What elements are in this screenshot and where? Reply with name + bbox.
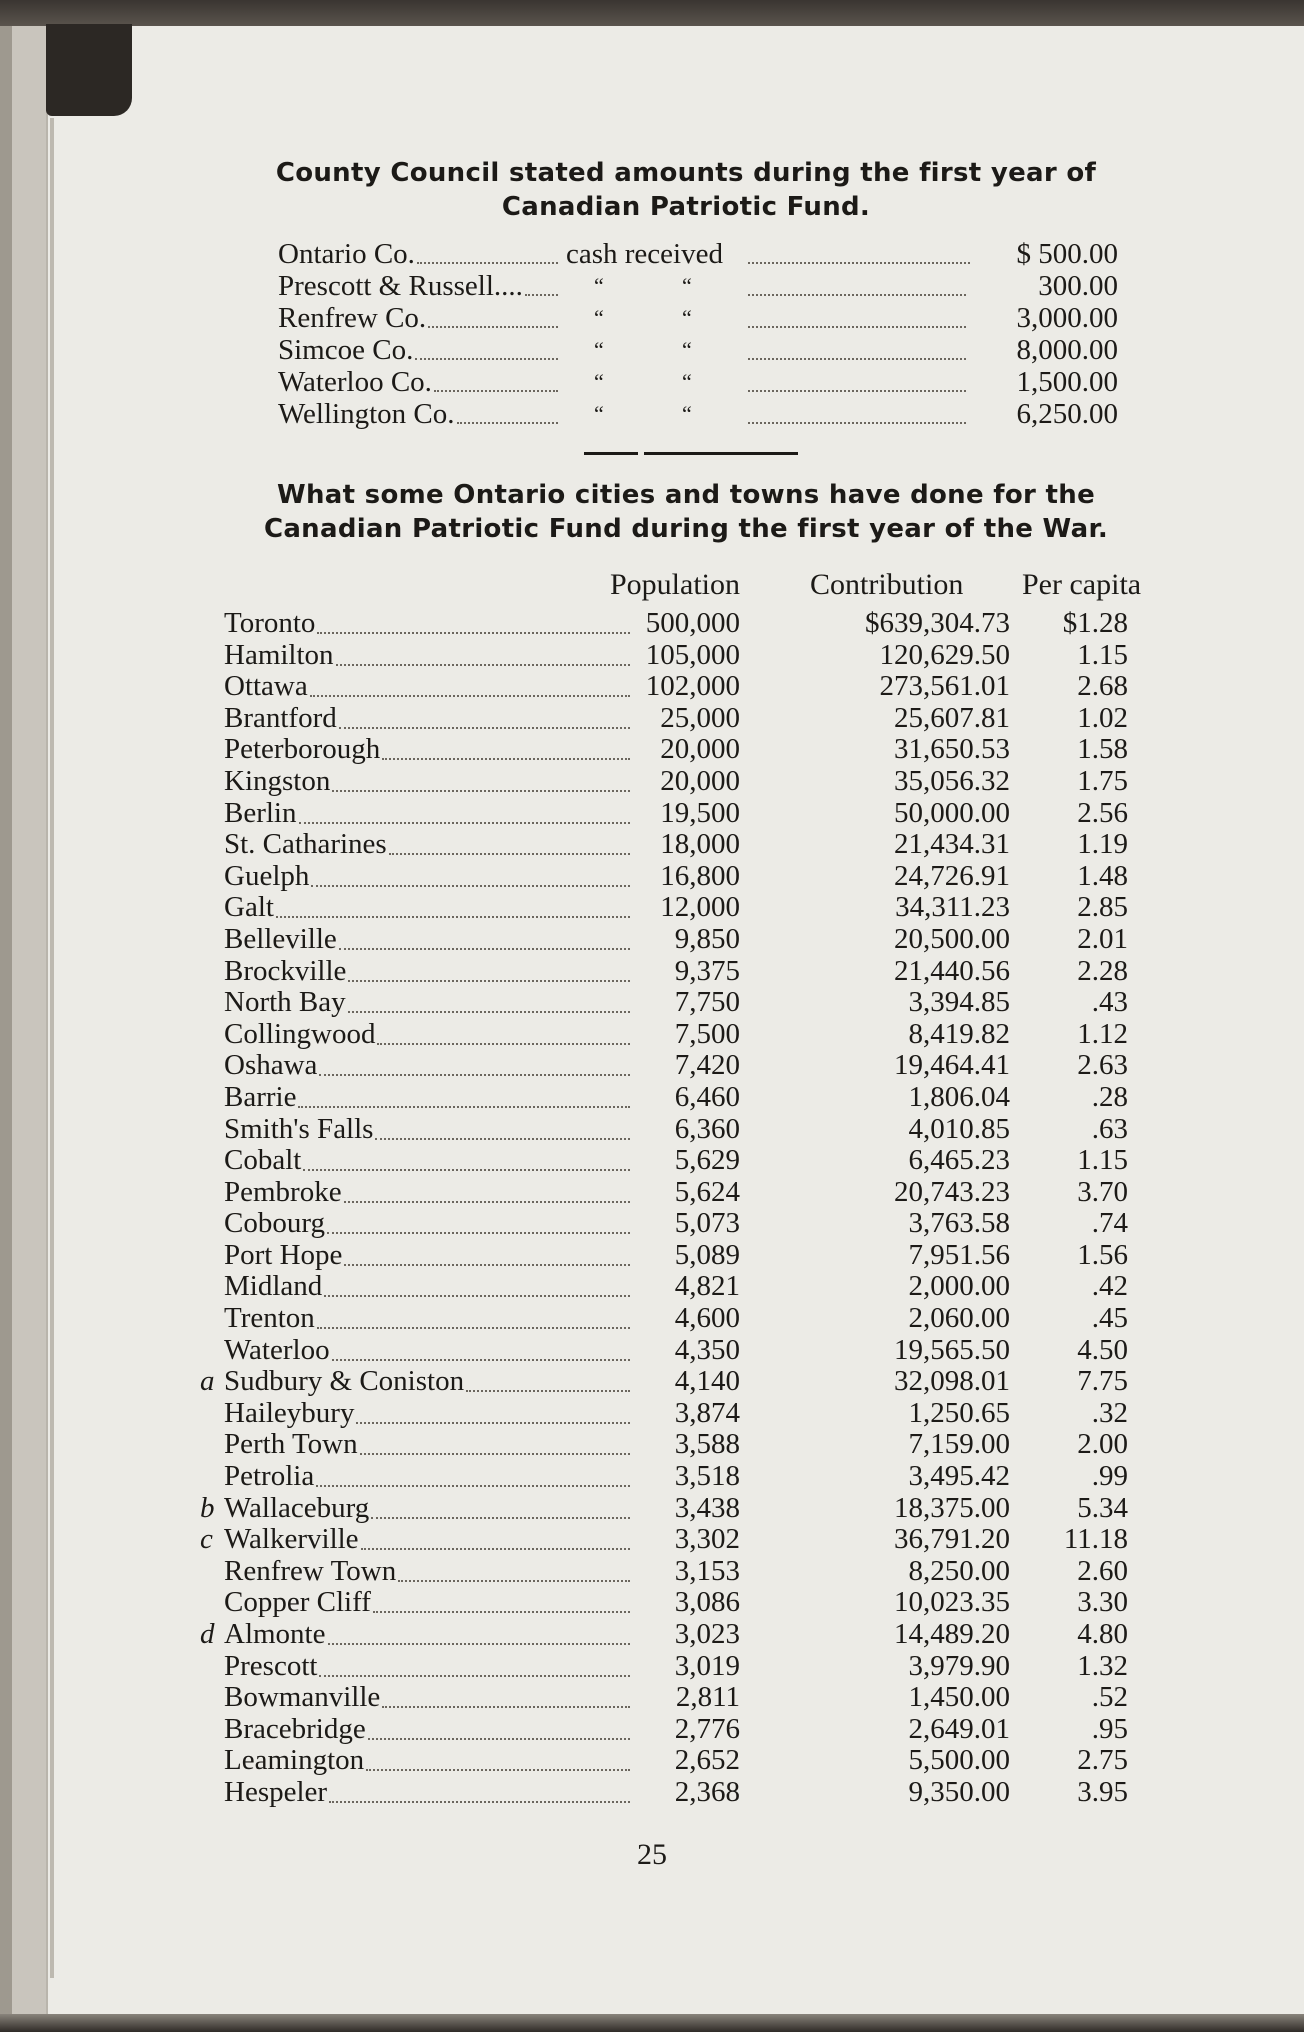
per-capita-value: .42 [1091,1270,1128,1303]
dot-leader [317,1327,630,1329]
city-name: Brantford [224,701,337,734]
ditto-mark: “ [682,305,692,330]
population-value: 4,350 [674,1333,740,1366]
dot-leader [336,664,630,666]
city-name: Prescott [224,1649,318,1682]
dot-leader [344,1201,630,1203]
city-row [200,1777,1170,1809]
population-value: 2,368 [674,1775,740,1808]
contribution-value: 35,056.32 [894,764,1010,797]
dot-leader [748,390,966,392]
city-name: Collingwood [224,1017,376,1050]
dot-leader [366,1769,630,1771]
city-name: Trenton [224,1302,315,1335]
dot-leader [748,294,966,296]
population-value: 4,821 [674,1270,740,1303]
ditto-mark: “ [594,273,604,298]
contribution-value: 8,250.00 [908,1554,1010,1587]
contribution-value: 34,311.23 [895,891,1010,924]
population-value: 19,500 [660,796,740,829]
contribution-value: 7,159.00 [908,1428,1010,1461]
per-capita-value: $1.28 [1062,607,1128,639]
dot-leader [339,948,630,950]
city-row [200,829,1170,861]
dot-leader [311,885,630,887]
county-row [278,366,1118,398]
footnote-mark: d [200,1618,215,1650]
dot-leader [373,1611,630,1613]
dot-leader [361,1548,630,1550]
population-value: 6,460 [674,1080,740,1113]
per-capita-value: 2.00 [1077,1428,1128,1461]
footnote-mark: b [200,1491,215,1524]
county-name: Renfrew Co. [278,302,427,334]
dot-leader [748,326,966,328]
city-row [200,1619,1170,1651]
population-value: 3,153 [674,1554,740,1587]
contribution-value: 3,394.85 [908,986,1010,1019]
city-row [200,640,1170,672]
contribution-value: $639,304.73 [865,607,1010,639]
city-name: Smith's Falls [224,1112,374,1145]
population-value: 5,089 [674,1238,740,1271]
per-capita-value: 7.75 [1077,1365,1128,1398]
population-value: 16,800 [660,859,740,892]
per-capita-value: .74 [1091,1207,1128,1240]
city-name: Ottawa [224,670,308,703]
population-header: Population [610,568,741,601]
ditto-mark: “ [594,401,604,426]
per-capita-value: .43 [1091,986,1128,1019]
dot-leader [466,1390,630,1392]
cash-received-label: cash received [566,238,723,270]
city-row [200,1366,1170,1398]
contribution-value: 3,495.42 [908,1460,1010,1493]
city-row [200,1335,1170,1367]
ditto-mark: “ [682,273,692,298]
city-name: Haileybury [224,1396,355,1429]
county-title-line1: County Council stated amounts during the first year of [275,158,1097,188]
population-value: 3,302 [674,1523,740,1556]
dot-leader [428,326,558,328]
contribution-value: 32,098.01 [894,1365,1010,1398]
county-row [278,398,1118,430]
city-row [200,1303,1170,1335]
city-row [200,766,1170,798]
contribution-value: 8,419.82 [908,1017,1010,1050]
dot-leader [310,695,630,697]
dot-leader [327,1232,630,1234]
dot-leader [324,1295,630,1297]
ditto-mark: “ [682,369,692,394]
per-capita-value: 1.75 [1077,764,1128,797]
city-row [200,1240,1170,1272]
city-name: Copper Cliff [224,1586,371,1619]
scan-top-edge [0,0,1304,26]
population-value: 7,750 [674,986,740,1019]
contribution-value: 1,250.65 [908,1396,1010,1429]
dot-leader [356,1422,630,1424]
scan-bottom-edge [0,2014,1304,2032]
city-name: Hespeler [224,1775,328,1808]
city-name: Almonte [224,1618,326,1650]
per-capita-value: 1.19 [1077,828,1128,861]
dot-leader [457,422,559,424]
contribution-value: 19,565.50 [894,1333,1010,1366]
population-value: 3,086 [674,1586,740,1619]
county-table [278,238,1118,430]
city-name: Peterborough [224,733,381,766]
footnote-mark: c [200,1523,213,1556]
cities-title-line1: What some Ontario cities and towns have done for the [276,480,1096,510]
dot-leader [276,916,630,918]
dot-leader [371,1517,630,1519]
contribution-value: 9,350.00 [908,1775,1010,1808]
city-row [200,1682,1170,1714]
city-row [200,1461,1170,1493]
dot-leader [348,1011,630,1013]
city-row [200,1524,1170,1556]
population-value: 5,629 [674,1144,740,1177]
dot-leader [329,1801,630,1803]
city-name: North Bay [224,986,346,1019]
population-value: 3,438 [674,1491,740,1524]
city-name: Hamilton [224,638,334,671]
dot-leader [375,1138,630,1140]
cities-table [200,608,1170,1809]
per-capita-value: 1.32 [1077,1649,1128,1682]
contribution-value: 5,500.00 [908,1744,1010,1777]
population-value: 3,019 [674,1649,740,1682]
county-row [278,270,1118,302]
cities-title-line2: Canadian Patriotic Fund during the first year of the War. [263,514,1109,544]
dot-leader [298,1106,630,1108]
dot-leader [382,1706,630,1708]
county-row [278,302,1118,334]
per-capita-value: .52 [1091,1681,1128,1714]
dot-leader [525,294,558,296]
population-value: 9,375 [674,954,740,987]
per-capita-value: 2.63 [1077,1049,1128,1082]
city-row [200,1714,1170,1746]
city-name: Brockville [224,954,347,987]
per-capita-value: 3.70 [1077,1175,1128,1208]
contribution-value: 1,806.04 [908,1080,1010,1113]
ditto-mark: “ [594,337,604,362]
section-rule-long [644,452,798,455]
city-name: Leamington [224,1744,365,1777]
population-value: 20,000 [660,764,740,797]
contribution-value: 2,000.00 [908,1270,1010,1303]
contribution-value: 20,743.23 [894,1175,1010,1208]
contribution-value: 3,979.90 [908,1649,1010,1682]
per-capita-value: 4.80 [1077,1618,1128,1650]
per-capita-value: 2.60 [1077,1554,1128,1587]
city-row [200,1651,1170,1683]
per-capita-value: 2.56 [1077,796,1128,829]
dot-leader [339,727,630,729]
population-value: 102,000 [645,670,740,703]
city-name: Bracebridge [224,1712,366,1745]
city-name: Bowmanville [224,1681,381,1714]
contribution-value: 25,607.81 [894,701,1010,734]
population-value: 3,518 [674,1460,740,1493]
contribution-value: 31,650.53 [894,733,1010,766]
per-capita-value: 3.30 [1077,1586,1128,1619]
city-name: Port Hope [224,1238,343,1271]
city-row [200,892,1170,924]
population-value: 25,000 [660,701,740,734]
dot-leader [415,358,558,360]
dot-leader [434,390,558,392]
per-capita-value: 11.18 [1063,1523,1128,1556]
population-value: 2,811 [675,1681,740,1714]
per-capita-value: 2.75 [1077,1744,1128,1777]
binding-shadow [0,0,12,2032]
city-row [200,1082,1170,1114]
population-value: 5,073 [674,1207,740,1240]
contribution-value: 21,434.31 [894,828,1010,861]
county-amount: 3,000.00 [1016,302,1118,334]
per-capita-header: Per capita [1022,568,1142,601]
city-name: Cobalt [224,1144,302,1177]
city-name: Guelph [224,859,310,892]
city-name: Oshawa [224,1049,318,1082]
dot-leader [299,822,631,824]
section-rule-short [584,452,638,455]
contribution-value: 14,489.20 [894,1618,1010,1650]
city-row [200,1556,1170,1588]
per-capita-value: .95 [1091,1712,1128,1745]
footnote-mark: a [200,1365,215,1398]
county-row [278,238,1118,270]
city-name: Wallaceburg [224,1491,370,1524]
city-name: Petrolia [224,1460,315,1493]
dot-leader [360,1453,630,1455]
per-capita-value: 1.15 [1077,1144,1128,1177]
contribution-header: Contribution [810,568,964,601]
dot-leader [368,1738,630,1740]
city-name: Walkerville [224,1523,359,1556]
population-value: 500,000 [645,607,740,639]
city-row [200,798,1170,830]
city-row [200,1745,1170,1777]
city-name: Toronto [224,607,316,639]
contribution-value: 10,023.35 [894,1586,1010,1619]
city-row [200,1429,1170,1461]
dot-leader [332,790,630,792]
cities-section-title [34,478,1304,546]
contribution-value: 24,726.91 [894,859,1010,892]
contribution-value: 50,000.00 [894,796,1010,829]
contribution-value: 2,060.00 [908,1302,1010,1335]
per-capita-value: 2.68 [1077,670,1128,703]
population-value: 3,874 [674,1396,740,1429]
city-name: Sudbury & Coniston [224,1365,465,1398]
county-title-line2: Canadian Patriotic Fund. [501,192,871,222]
dot-leader [748,422,966,424]
city-row [200,1208,1170,1240]
population-value: 12,000 [660,891,740,924]
torn-corner [46,24,132,116]
dot-leader [316,1485,630,1487]
population-value: 20,000 [660,733,740,766]
dot-leader [748,358,966,360]
per-capita-value: 1.15 [1077,638,1128,671]
population-value: 7,500 [674,1017,740,1050]
page-number: 25 [637,1838,667,1871]
dot-leader [398,1580,630,1582]
contribution-value: 2,649.01 [908,1712,1010,1745]
city-name: Kingston [224,764,331,797]
city-row [200,1145,1170,1177]
per-capita-value: .32 [1091,1396,1128,1429]
ditto-mark: “ [682,337,692,362]
city-name: St. Catharines [224,828,387,861]
contribution-value: 1,450.00 [908,1681,1010,1714]
population-value: 2,652 [674,1744,740,1777]
city-row [200,1493,1170,1525]
city-name: Waterloo [224,1333,330,1366]
per-capita-value: 4.50 [1077,1333,1128,1366]
ditto-mark: “ [594,305,604,330]
per-capita-value: 1.58 [1077,733,1128,766]
contribution-value: 273,561.01 [879,670,1010,703]
contribution-value: 3,763.58 [908,1207,1010,1240]
per-capita-value: .63 [1091,1112,1128,1145]
contribution-value: 4,010.85 [908,1112,1010,1145]
city-row [200,1177,1170,1209]
per-capita-value: 1.56 [1077,1238,1128,1271]
per-capita-value: 1.02 [1077,701,1128,734]
dot-leader [319,1074,630,1076]
county-amount: 8,000.00 [1016,334,1118,366]
city-row [200,956,1170,988]
population-value: 105,000 [645,638,740,671]
population-value: 2,776 [674,1712,740,1745]
city-row [200,987,1170,1019]
city-row [200,861,1170,893]
city-name: Pembroke [224,1175,342,1208]
per-capita-value: 2.28 [1077,954,1128,987]
per-capita-value: 1.48 [1077,859,1128,892]
per-capita-value: .99 [1091,1460,1128,1493]
county-row [278,334,1118,366]
population-value: 4,140 [674,1365,740,1398]
county-name: Prescott & Russell.... [278,270,523,302]
dot-leader [417,262,558,264]
per-capita-value: .28 [1091,1080,1128,1113]
dot-leader [344,1264,630,1266]
contribution-value: 18,375.00 [894,1491,1010,1524]
dot-leader [332,1359,630,1361]
city-name: Renfrew Town [224,1554,397,1587]
dot-leader [319,1675,630,1677]
population-value: 6,360 [674,1112,740,1145]
city-row [200,1271,1170,1303]
city-row [200,1398,1170,1430]
contribution-value: 6,465.23 [908,1144,1010,1177]
population-value: 18,000 [660,828,740,861]
city-name: Barrie [224,1080,297,1113]
per-capita-value: 3.95 [1077,1775,1128,1808]
city-name: Belleville [224,922,337,955]
city-row [200,924,1170,956]
city-row [200,734,1170,766]
city-name: Berlin [224,796,297,829]
population-value: 5,624 [674,1175,740,1208]
population-value: 3,023 [674,1618,740,1650]
dot-leader [382,758,630,760]
county-name: Wellington Co. [278,398,455,430]
ditto-mark: “ [594,369,604,394]
population-value: 3,588 [674,1428,740,1461]
city-row [200,671,1170,703]
county-amount: $ 500.00 [1016,238,1118,270]
per-capita-value: 2.01 [1077,922,1128,955]
dot-leader [317,632,630,634]
dot-leader [328,1643,631,1645]
population-value: 9,850 [674,922,740,955]
dot-leader [303,1169,630,1171]
county-amount: 1,500.00 [1016,366,1118,398]
city-row [200,608,1170,640]
city-name: Cobourg [224,1207,325,1240]
county-amount: 300.00 [1038,270,1118,302]
city-row [200,1050,1170,1082]
contribution-value: 19,464.41 [894,1049,1010,1082]
contribution-value: 36,791.20 [894,1523,1010,1556]
contribution-value: 7,951.56 [908,1238,1010,1271]
county-section-title [34,156,1304,224]
dot-leader [348,980,630,982]
city-row [200,1114,1170,1146]
per-capita-value: 2.85 [1077,891,1128,924]
per-capita-value: .45 [1091,1302,1128,1335]
county-name: Simcoe Co. [278,334,414,366]
page-fold-line [50,118,54,1978]
per-capita-value: 5.34 [1077,1491,1128,1524]
city-name: Midland [224,1270,323,1303]
population-value: 7,420 [674,1049,740,1082]
dot-leader [389,853,630,855]
contribution-value: 120,629.50 [879,638,1010,671]
per-capita-value: 1.12 [1077,1017,1128,1050]
dot-leader [377,1043,630,1045]
county-name: Ontario Co. [278,238,415,270]
county-amount: 6,250.00 [1016,398,1118,430]
dot-leader [748,262,970,264]
contribution-value: 21,440.56 [894,954,1010,987]
ditto-mark: “ [682,401,692,426]
population-value: 4,600 [674,1302,740,1335]
contribution-value: 20,500.00 [894,922,1010,955]
city-row [200,703,1170,735]
city-row [200,1587,1170,1619]
city-name: Perth Town [224,1428,358,1461]
city-row [200,1019,1170,1051]
city-name: Galt [224,891,274,924]
county-name: Waterloo Co. [278,366,432,398]
